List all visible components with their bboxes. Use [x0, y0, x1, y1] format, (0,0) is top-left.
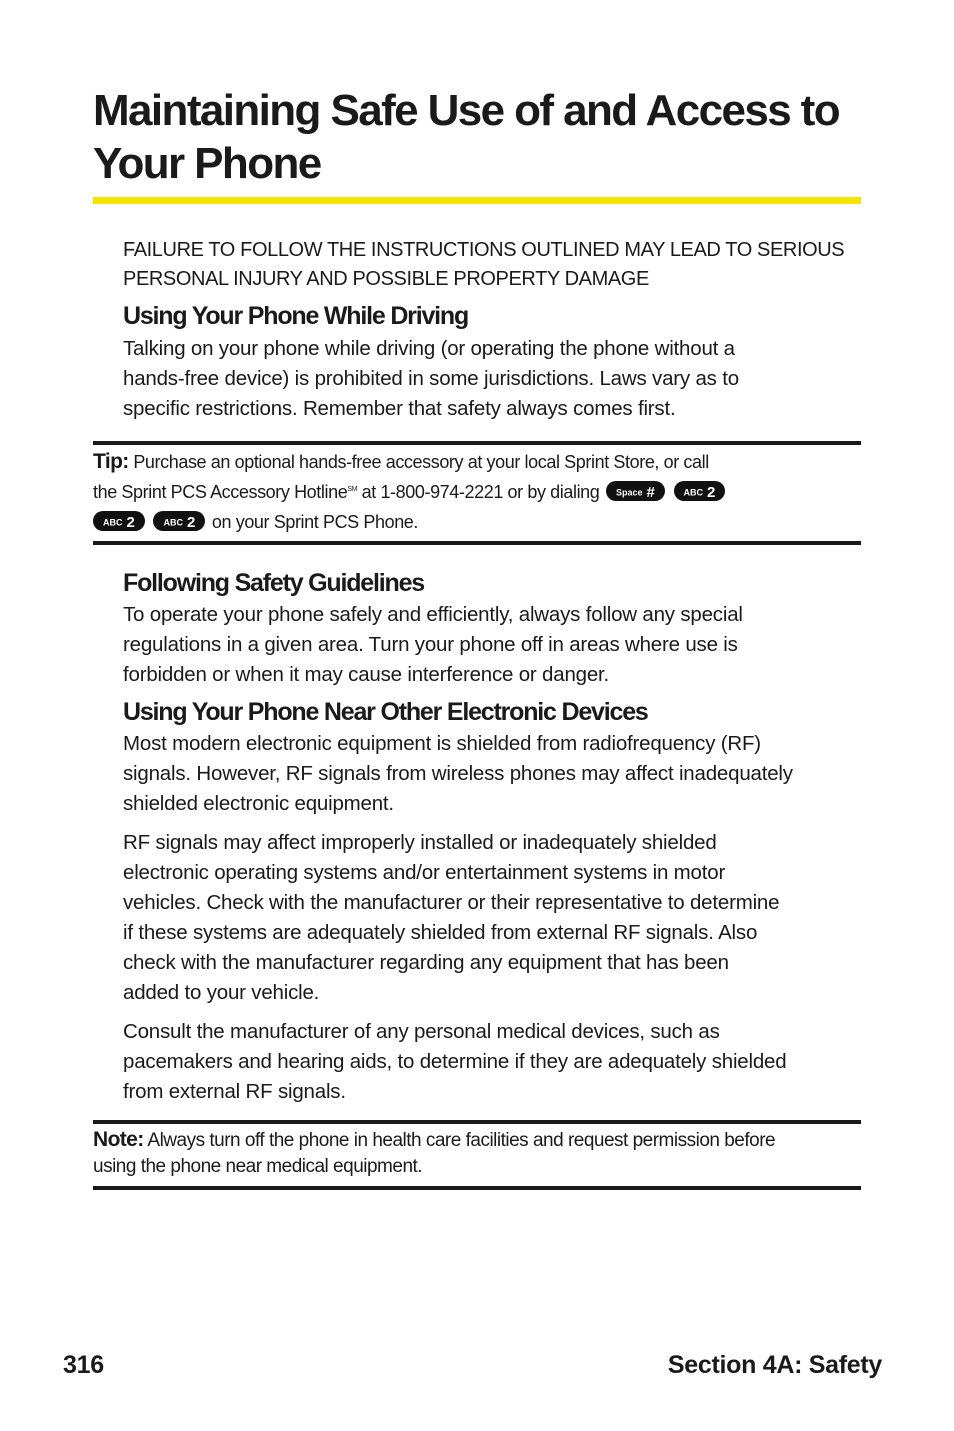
guidelines-paragraph — [123, 600, 863, 690]
abc-2-key-icon: ABC 2 — [93, 511, 145, 531]
page-title-line-1: Maintaining Safe Use of and Access to — [93, 86, 840, 135]
warning-line-1: FAILURE TO FOLLOW THE INSTRUCTIONS OUTLINED MAY LEAD TO SERIOUS — [123, 239, 845, 261]
note-text-line-2: using the phone near medical equipment. — [93, 1156, 423, 1177]
electronic-p2-line-3: vehicles. Check with the manufacturer or their representative to determine — [123, 891, 780, 914]
tip-bottom-rule — [93, 541, 861, 545]
electronic-p1-line-3: shielded electronic equipment. — [123, 792, 394, 815]
warning-line-2: PERSONAL INJURY AND POSSIBLE PROPERTY DAMAGE — [123, 268, 649, 290]
driving-line-3: specific restrictions. Remember that safety always comes first. — [123, 397, 676, 420]
page-title-line-2: Your Phone — [93, 139, 321, 188]
driving-paragraph — [123, 334, 863, 424]
driving-line-1: Talking on your phone while driving (or operating the phone without a — [123, 337, 735, 360]
page-title — [93, 84, 883, 190]
note-text-line-1: Always turn off the phone in health care facilities and request permission before — [147, 1130, 776, 1151]
note-top-rule — [93, 1120, 861, 1124]
electronic-p1-line-2: signals. However, RF signals from wireless phones may affect inadequately — [123, 762, 793, 785]
electronic-p2-line-5: check with the manufacturer regarding any equipment that has been — [123, 951, 729, 974]
driving-line-2: hands-free device) is prohibited in some jurisdictions. Laws vary as to — [123, 367, 739, 390]
electronic-paragraph-1 — [123, 729, 863, 819]
guidelines-line-2: regulations in a given area. Turn your phone off in areas where use is — [123, 633, 738, 656]
electronic-p2-line-2: electronic operating systems and/or entertainment systems in motor — [123, 861, 726, 884]
title-accent-rule — [93, 197, 861, 204]
abc-2-key-icon: ABC 2 — [153, 511, 205, 531]
electronic-p3-line-3: from external RF signals. — [123, 1080, 346, 1103]
heading-driving: Using Your Phone While Driving — [123, 302, 469, 330]
service-mark: SM — [347, 486, 358, 493]
electronic-paragraph-2 — [123, 828, 863, 1008]
electronic-p2-line-4: if these systems are adequately shielded from external RF signals. Also — [123, 921, 758, 944]
abc-2-key-icon: ABC 2 — [674, 481, 726, 501]
tip-text-line-2a: the Sprint PCS Accessory Hotline — [93, 482, 348, 502]
note-label: Note: — [93, 1128, 144, 1151]
heading-guidelines: Following Safety Guidelines — [123, 569, 424, 597]
page-number: 316 — [63, 1351, 104, 1379]
heading-electronic-devices: Using Your Phone Near Other Electronic Devices — [123, 698, 648, 726]
tip-text-line-3: on your Sprint PCS Phone. — [207, 512, 419, 532]
note-box — [93, 1127, 861, 1180]
tip-label: Tip: — [93, 450, 129, 473]
electronic-p3-line-1: Consult the manufacturer of any personal medical devices, such as — [123, 1020, 720, 1043]
tip-top-rule — [93, 441, 861, 445]
electronic-p3-line-2: pacemakers and hearing aids, to determine if they are adequately shielded — [123, 1050, 787, 1073]
electronic-p2-line-1: RF signals may affect improperly installed or inadequately shielded — [123, 831, 717, 854]
guidelines-line-3: forbidden or when it may cause interference or danger. — [123, 663, 610, 686]
note-bottom-rule — [93, 1186, 861, 1190]
safety-warning — [123, 236, 861, 294]
tip-text-line-2b: at 1-800-974-2221 or by dialing — [357, 482, 600, 502]
guidelines-line-1: To operate your phone safely and efficiently, always follow any special — [123, 603, 743, 626]
electronic-p2-line-6: added to your vehicle. — [123, 981, 320, 1004]
electronic-p1-line-1: Most modern electronic equipment is shielded from radiofrequency (RF) — [123, 732, 761, 755]
space-pound-key-icon: Space # — [606, 481, 665, 501]
tip-text-line-1: Purchase an optional hands-free accessory at your local Sprint Store, or call — [133, 452, 709, 472]
section-label: Section 4A: Safety — [667, 1351, 882, 1379]
tip-box — [93, 447, 861, 537]
electronic-paragraph-3 — [123, 1017, 863, 1107]
